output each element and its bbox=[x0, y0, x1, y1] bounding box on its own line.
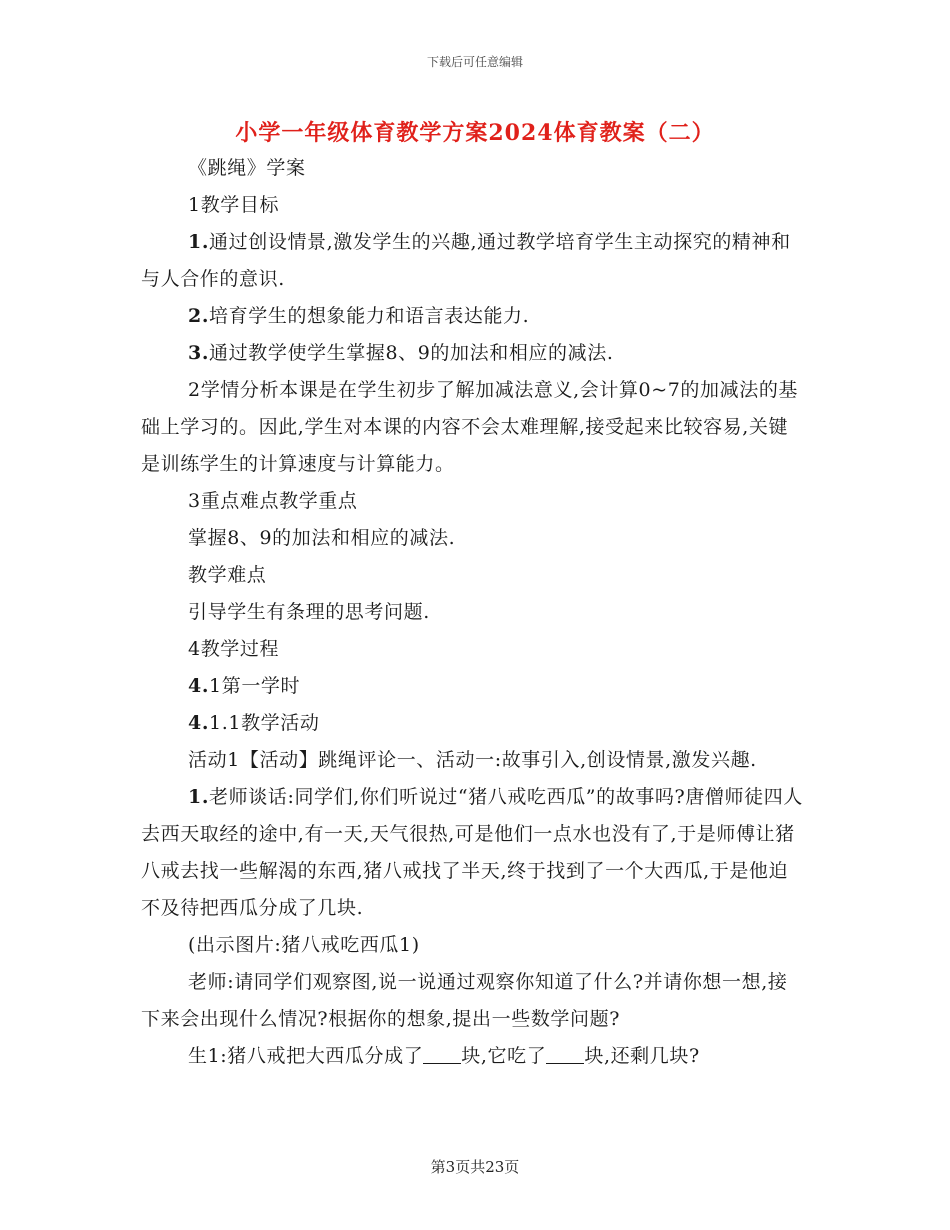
question-text: 块,还剩几块? bbox=[584, 1045, 700, 1067]
paragraph: 教学难点 bbox=[188, 564, 267, 586]
paragraph: 活动1【活动】跳绳评论一、活动一:故事引入,创设情景,激发兴趣. bbox=[188, 749, 757, 771]
paragraph: 《跳绳》学案 bbox=[188, 157, 306, 179]
list-item bbox=[141, 779, 807, 927]
question-text: 块,它吃了 bbox=[461, 1045, 547, 1067]
fill-blank bbox=[546, 1045, 584, 1064]
page-header: 下载后可任意编辑 bbox=[426, 55, 523, 69]
list-item bbox=[141, 224, 807, 298]
subsection-heading bbox=[141, 705, 807, 742]
list-number: 4. bbox=[188, 712, 210, 734]
section-heading: 3重点难点教学重点 bbox=[188, 490, 358, 512]
section-heading: 1教学目标 bbox=[188, 194, 280, 216]
section-heading: 4教学过程 bbox=[188, 638, 280, 660]
list-number: 1. bbox=[188, 231, 210, 253]
subsection-heading bbox=[141, 668, 807, 705]
fill-blank bbox=[423, 1045, 461, 1064]
list-number: 1. bbox=[188, 786, 210, 808]
document-body bbox=[141, 150, 807, 1075]
list-text: 培育学生的想象能力和语言表达能力. bbox=[209, 305, 530, 327]
list-number: 2. bbox=[188, 305, 210, 327]
question-line bbox=[141, 1038, 807, 1075]
paragraph: 老师:请同学们观察图,说一说通过观察你知道了什么?并请你想一想,接下来会出现什么情况?根据你的想象,提出一些数学问题? bbox=[141, 971, 788, 1030]
paragraph: (出示图片:猪八戒吃西瓜1) bbox=[188, 934, 420, 956]
list-item bbox=[141, 335, 807, 372]
list-text: 通过创设情景,激发学生的兴趣,通过教学培育学生主动探究的精神和与人合作的意识. bbox=[141, 231, 791, 290]
list-text: 通过教学使学生掌握8、9的加法和相应的减法. bbox=[209, 342, 614, 364]
list-number: 4. bbox=[188, 675, 210, 697]
list-text: 1.1教学活动 bbox=[209, 712, 320, 734]
question-text: 生1:猪八戒把大西瓜分成了 bbox=[188, 1045, 424, 1067]
paragraph: 引导学生有条理的思考问题. bbox=[188, 601, 430, 623]
list-text: 1第一学时 bbox=[209, 675, 301, 697]
page-footer: 第3页共23页 bbox=[430, 1158, 520, 1176]
paragraph: 掌握8、9的加法和相应的减法. bbox=[188, 527, 456, 549]
list-text: 老师谈话:同学们,你们听说过“猪八戒吃西瓜”的故事吗?唐僧师徒四人去西天取经的途中,有一天,天气很热,可是他们一点水也没有了,于是师傅让猪八戒去找一些解渴的东西,猪八戒找了半天,终于找到了一个大西瓜,于是他迫不及待把西瓜分成了几块. bbox=[141, 786, 803, 919]
document-title: 小学一年级体育教学方案2024体育教案（二） bbox=[235, 120, 715, 146]
list-number: 3. bbox=[188, 342, 210, 364]
list-item bbox=[141, 298, 807, 335]
paragraph: 2学情分析本课是在学生初步了解加减法意义,会计算0~7的加减法的基础上学习的。因此,学生对本课的内容不会太难理解,接受起来比较容易,关键是训练学生的计算速度与计算能力。 bbox=[141, 379, 799, 475]
